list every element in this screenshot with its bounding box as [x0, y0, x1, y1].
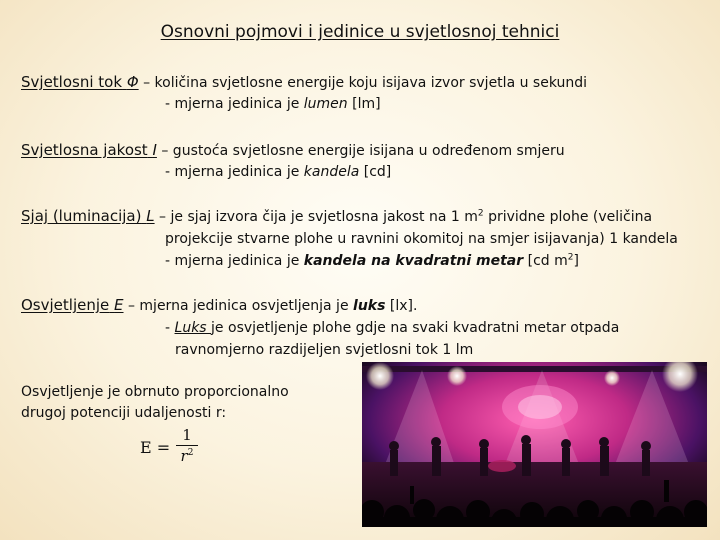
inverse-square-formula [140, 426, 210, 470]
illuminance-line: Osvjetljenje E – mjerna jedinica osvjetljenja je luks [lx]. [21, 296, 418, 314]
formula-numerator: 1 [182, 426, 192, 444]
illuminance-term: Osvjetljenje E [21, 296, 124, 314]
flux-term: Svjetlosni tok Φ [21, 73, 139, 91]
luminance-term: Sjaj (luminacija) L [21, 207, 155, 225]
formula-lhs: E = [140, 438, 171, 457]
luminance-line: Sjaj (luminacija) L – je sjaj izvora čija je svjetlosna jakost na 1 $m^2$ prividne plohe (veličina [21, 207, 653, 225]
flux-definition: – količina svjetlosne energije koju isijava izvor svjetla u sekundi [138, 75, 588, 91]
illuminance-note: - Luks je osvjetljenje plohe gdje na svaki kvadratni metar otpada [165, 320, 620, 336]
formula-fraction [176, 426, 198, 465]
formula-fraction-bar [176, 445, 198, 446]
illuminance-note-2: ravnomjerno razdijeljen svjetlosni tok 1 lm [175, 342, 474, 358]
luminance-unit: - mjerna jedinica je kandela na kvadratni metar [cd $m^2$] [165, 252, 579, 269]
flux-line [21, 73, 587, 91]
intensity-definition: – gustoća svjetlosne energije isijana u određenom smjeru [156, 143, 565, 159]
intensity-term: Svjetlosna jakost I [21, 141, 157, 159]
inverse-square-line-2: drugoj potenciji udaljenosti r: [21, 405, 227, 421]
concert-stage-photo [362, 362, 707, 527]
luminance-line-2: projekcije stvarne plohe u ravnini okomitoj na smjer isijavanja) 1 kandela [165, 231, 678, 247]
flux-unit: - mjerna jedinica je lumen [lm] [165, 96, 381, 112]
inverse-square-line-1: Osvjetljenje je obrnuto proporcionalno [21, 384, 289, 400]
formula-denominator: $r^2$ [180, 447, 194, 465]
intensity-line [21, 141, 565, 159]
intensity-unit: - mjerna jedinica je kandela [cd] [165, 164, 392, 180]
slide-title: Osnovni pojmovi i jedinice u svjetlosnoj tehnici [160, 22, 560, 42]
